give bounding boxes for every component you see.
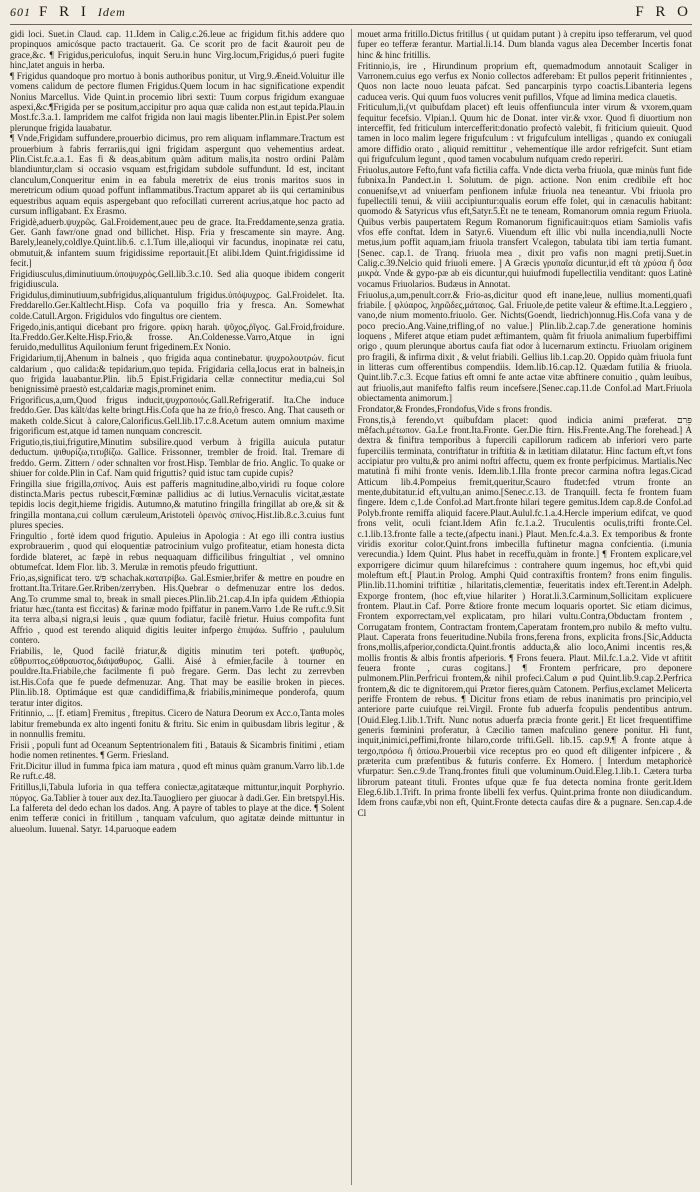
entry-paragraph: Frigedo,inis,antiqui dicebant pro frigore. φρίκη harah. ψῦχος,ῥῖγος. Gal.Froid,froidure. Ita.Freddo.Ger.Kelte.Hisp.Frio,& frosse. An.Coldenesse.Varro,Atque in igni feruido,medullitus Aquilonium ferunt frigedinem.Ex Nonio. <box>10 321 345 353</box>
right-column <box>352 29 693 1185</box>
entry-paragraph: Frit.Dicitur illud in fumma fpica iam matura , quod eft minus quàm granum.Varro lib.1.de Re ruft.c.48. <box>10 761 345 782</box>
entry-paragraph: Frisii , populi funt ad Oceanum Septentrionalem fiti , Batauis & Sicambris finitimi , etiam hodie nomen retinentes. ¶ Germ. Friesland. <box>10 739 345 761</box>
entry-paragraph: Fringultio , fortè idem quod frigutio. Apuleius in Apologia : At ego illi contra iustius exprobrauerim , quod qui eloquentiæ patrocinium vulgo profiteatur, etiam honesta dicta fordide blateret, ac fæpè in rebus nequaquam difficilibus fringultiat , vel omnino obtumefcat. Idem Flor. lib. 3. Merulæ in remotis pfeudo friguttiunt. <box>10 531 345 573</box>
entry-paragraph: Frons,tis,à ferendo,vt quibufdam placet: quod indicia animi præferat. פֵּרִם mêfach.μέτωπον. Ga.Le front.Ita.Fronte. Ger.Die ftirn. His.Frente.Ang.The forehead.] A dextra & finiftra temporibus à fupercili capillorum radicem ab inferiori vero parte fuperciliis terminata, contriftatur in triftitia & in lætitiam dilatatur. Hinc factum eft,vt fons accipiatur pro vultu,& pro animi noftri affectu, quem ex fronte perfpicimus. Martialis.Nec matutinà fi mihi fronte venis. Idem.lib.1.Illa fronte precor carmina noftra legas.Cicad Atticum lib.4.Pompeius fremit,queritur,Scauro ftudet:fed vtrum fronte an mente,dubitatur.id eft,vultu,an animo.[Senec.c.13. de Tranquill. fecta fe frontem fuam fingere. Idem c,1.de Confol.ad Mart.fronte hilari tegere gemitus.Idem cap.8.de Confol.ad Polyb.fronte remiffa aliquid facere.Plaut.Aulul.fc.1.a.4.Hercle imperium edifcat, ve quod frons velit, oculi fciant.Idem Afin fc.1.a.2. Truculentis oculis,trifti fronte.Cel. c.1.lib.13.fronte falle a tecte,(afpectu inani.) Plaut. Men.fc.4.a.3. Ex temporibus & fronte viridis exoritur color.Quint.frons imbecilla fuftinetur magna confcientia. (i.munia verecundia.) Idem Quint. Plus habet in receffu,quàm in fronte.] ¶ Frontem explicare,vel exporrigere dicimur quum hilarefcimus : contrahere quum ingemus, hoc eft,vbi quid moleftum eft.[ Plaut.in Prolog. Amphi Quid contraxiftis frontem? frons enim fingulis. Plin.lib.11.homini triftitiæ , hilaritatis,clementiæ, feueritatis index eft.Terent.in Adelph. Exporge frontem, (hoc eft,viue hilariter ) Horat.li.3.Carminum,Sollicitam explicuere frontem. Plaut.in Caf. Porre &tiore fronte mecum loquaris oportet. Sic etiam dicimus, Frontem exporrectam,vel explicatam, pro hilari vultu.Contra,Obductam frontem , Corrugatam frontem, Contractam frontem,Caperatam frontem,pro nubilo & mefto vultu. Plaut. Caperata frons feueritudine.Nubila frons,ferena frons, explicita frons.[Sic,Adducta frons,mollis,afperior,condicta.Quint.frontis adducta,& alio loco,Animi incentis res,& mollis frontis & albis frontis afperioris. ¶ Frons feuera. Plaut. Mil.fc.1.a.2. Vide vt aftitit feuera fronte , curas cogitans.] ¶ Frontem perfricare, pro deponere pulmonem.Plin.Perfricui frontem,& nihil profeci.Calum ø pud Quint.lib.9.cap.2.Perfrica frontem,& dic te dignitorem,qui Prætor fieres,quàm Catonem. Perfius,exclamet Melicerta periffe Frontem de rebus. ¶ Dicitur frons etiam de rebus inanimatis pro principio,vel anteriore parte cuiufque rei.Virgil. Fronte fub aduerfa fcopulis pendentibus antrum.[Ouid.Eleg.1.lib.1.Trift. Nunc notus aduerfa præcia fronte gerit.] Et licet frequentiffime generis fœminini proferatur, à Cæcilio tamen mafculino genere ponitur. Hi funt, inquit,inimici,peffimi,fronte hilaro,corde trifti.Gell. lib.15. cap.9.¶ A fronte atque à tergo,πρόσω ἢ ὀπίσω.Prouerbii vice receptus pro eo quod eft diligenter infpicere , & præterita cum præfentibus & futuris conferre. Ex Homero. [ Interdum metaphoricè vfurpatur: Sen.c.9.de Tranq.frontes fituli que voluminum.Ouid.Eleg.1.lib.1. Cætera turba librorum pateant tituli. Frontes ufque quæ fe fua detecta nomina fronte gerit.Idem Eleg.6.lib.1.Trift. In prima fronte libelli fex verfus. Quint.prima fronte non diiudicandum. Idem frons caufæ,vbi non eft, Quint.Fronte detecta caufas dire & a pugnare. Sen.cap.4.de Cl <box>357 414 692 818</box>
entry-paragraph: Friticulum,li,(vt quibufdam placet) eft leuis offenfiuncula inter virum & vxorem,quam fequitur fecefsio. Vlpian.l. Quum hic de Donat. inter vir.& vxor. Quod fi diuortium non interceffit, fed friticulum intercefferit:donatio profectò valebit, fi friticium quieuit. Quod tamen in loco malim legere frigufculum : vt frigufculum intelligas , quando ex coniugali amore diffidio orato , aliquid remittitur , vehementíque ille ardor refrigefcit. Sunt etiam qui frigufculum legunt , quod tamen vocabulum nufquam credo reperiri. <box>357 102 692 165</box>
entry-paragraph: Frigidè,aduerb.ψυχρῶς. Gal.Froidement,auec peu de grace. Ita.Freddamente,senza gratia. Ger. Ganh fawr/one gnad ond billichet. Hisp. Fria y frescamente sin mayre. Ang. Barely,leanely,coldlye.Quint.lib.6. c.1.Tum ille,alioqui vir facundus, inopinatæ rei catu, obmutuit,& infantem suum frigidissime reportauit.[Et alibi.Idem Quint.frigidissime id fecit.] <box>10 216 345 269</box>
entry-paragraph: Fritinnio,is, ire , Hirundinum proprium eft, quemadmodum annotauit Scaliger in Varronem.cuius ego verfus ex Nonio collectos adferebam: Et pullos peperit fritinnientes , Quos non lacte nouo leuata pafcat. Sed pancarpinis tyrpo coactis.Libanteria legens caducea veris. Qui quum fuos volucres venit pufillos, Vfque ad limina medica clauetis. <box>357 60 692 102</box>
entry-paragraph: Frigidulus,diminutiuum,subfrigidus,aliquantulum frigidus.ὑπόψυχρος. Gal.Froidelet. Ita. Freddarello.Ger.Kaltlecht.Hisp. Cofa va poquillo fria y fresca. An. Somewhat colde.Catull.Argon. Frigidulos vdo fingultus ore cientem. <box>10 290 345 321</box>
entry-paragraph: mouet arma fritillo.Dictus fritillus ( ut quidam putant ) à crepitu ipso tefferarum, vel quod fuper eo tefferæ ferantur. Martial.li.14. Dum blanda vagus alea December Incertis fonat hinc & hinc fritillis. <box>357 29 692 60</box>
running-header-left <box>10 4 126 21</box>
entry-paragraph: ¶ Vnde,Frigidam suffundere,prouerbio dicimus, pro rem aliquam inflammare.Tractum est prouerbium à fabris ferrariis,qui igni frigidam aspergunt quo vehementius ardeat. Plin.Cist.fc.a.a.1. Eas fi & deas,abitum quàm aditum malis,ita nostro ordini Palàm blandiuntur,clam si occasio vsquam est,frigidam subdole suffundunt. Id est, incitant clanculum,Conqueritur enim in ea fabula meretrix de eius tronis maritos suos in meretricum odium quoad poffunt inflammatibus.Tractum apparet ab iis qui certaminibus equestribus aquam equis aspergebant quo refocillati currerent acrius,atque hoc pacto ad cursum infligabant. Ex Erasmo. <box>10 133 345 216</box>
entry-paragraph: Frigutio,tis,tiui,frigutire,Minutim subsilire.quod verbum à frigilla auicula putatur deductum. ψιθυρίζω,τιτυβίζω. Gallice. Frissonner, trembler de froid. Ital. Tremare di freddo. Germ. Zittern / oder schnalten vor frost.Hisp. Temblar de frio. Anglic. To quake or shiuer for colde.Plin in Caf. Nam quid friguttis? quid istuc tam cupide cupis? <box>10 436 345 478</box>
entry-paragraph: Fritillus,li,Tabula luforia in qua teffera coniectæ,agitatæque mittuntur,inquit Porphyrio. πύργος. Ga.Tablier à touer aux dez.Ita.Tauogliero per giuocar à dadi.Ger. Ein bretspyl.His. La falfereta del dedo echan los dados. Ang. A payre of tables to playe at the dice. ¶ Solent enim tefferæ conici in fritillum , tanquam vafculum, quo agitatæ deinde mittuntur in alueolum. Iuuenal. Satyr. 14.paruoque eadem <box>10 782 345 834</box>
entry-paragraph: Frondator,& Frondes,Frondofus,Vide s frons frondis. <box>357 403 553 414</box>
entry-paragraph: ¶ Frigidus quandoque pro mortuo à bonis authoribus ponitur, ut Virg.9.Æneid.Voluitur ille vomens calidum de pectore flumen Frigidus.Quem locum in hac significatione expendit Nonius Marcellus. Vide Quint.in procemio libri sexti: Tuum corpus frigidum exanguae aspexi,&c.¶Frigida per se positum,accipitur pro aqua quæ calida non est,aut tepida.Plau.in Most.fc.3.a.1. Iampridem me calfot frigida non laui magis libenter.Plin.in Epist.Per solem plerunque frigida lauabatur. <box>10 70 345 133</box>
running-header <box>10 4 692 25</box>
entry-paragraph: Frigorificus,a,um,Quod frigus inducit,ψυχροποιός.Gall.Refrigeratif. Ita.Che induce freddo.Ger. Das kält/das kelte bringt.His.Cofa que ha ze frio,ò fresco. Ang. That causeth or maketh colde.Sicut à calore,Calorificus.Gell.lib.17.c.8.Acetum autem omnium maxime frigorificum est,atque id tamen nunquam concrescit. <box>10 395 345 437</box>
left-running-title: F R I <box>39 4 90 20</box>
entry-paragraph: Frigidarium,tij,Ahenum in balneis , quo frigida aqua continebatur. ψυχρολουτρών. ficut caldarium , quo calida:& tepidarium,quo tepida. Frigidaria cella,locus erat in balneis,in quo frigida lauabantur.Plin. lib.5 Epist.Frigidaria cellæ connectitur media,cui Sol benignissimè praestò est,caldariæ magis,prominet enim. <box>10 353 345 395</box>
entry-paragraph: Fringilla siue frigilla,σπίνος. Auis est pafferis magnitudine,albo,viridi ru foque colore distincta.Maris pectus rubescit,Fœminæ pallidius ac di lutius.Vernaculis vicitat,æstate tepidis locis degit,hieme frigidis. Autumno,& matutino fringilla fringillat ab ore,& sit & fringilla montana,cui collum cæruleum,Aristoteli ὀρεινὸς σπίνος.Hist.lib.8.c.3.cuius funt plures species. <box>10 478 345 531</box>
entry-paragraph: gidi loci. Suet.in Claud. cap. 11.Idem in Calig.c.26.leue ac frigidum fit.his addere quo propinquos amicósque pacto tractauerit. Ga. Ce scorit pro de facit &auroit peu de grace,&c. ¶ Frigidus,periculofus, inquit Seru.in hunc Virg.locum,Frigidus,ó pueri fugite hinc,latet anguis in herba. <box>10 29 345 71</box>
entry-paragraph: Frio,as,significat tero. פִּשׁ schachak.κατατρίβω. Gal.Esmier,brifer & mettre en poudre en frottant.Ita.Tritare.Ger.Rriben/zerryben. His.Quebrar o defmenuzar entre los dedos. Ang.To crumme smal to, break in small pieces.Plin.lib.21.cap.4.In ipfa quidem Æthiopia friatur hæc,(tanta est ficcitas) & farinæ modo fpiffatur in panem.Varro 1.de Re ruft.c.9.Sit ita terra alba,si nigra,si leuis , quæ quum fodiatur, facilè frietur. Huius compofita funt Affrio , quod est terendo aliquid digitis leuiter infpergo ἐπιψάω. Suffrio , paululum contero. <box>10 572 345 645</box>
two-column-body <box>10 29 692 1185</box>
right-running-title: F R O <box>635 4 692 20</box>
entry-paragraph: Friabilis, le, Quod facilè friatur,& digitis minutim teri poteft. ψαθυρὸς, εὔθρυπτος,εὐθραυστος,διάψαθυρος. Galli. Aisé à efmier,facile à tourner en pouldre.Ita.Friabile,che facilmente fi può fregare. Germ. Das lecht zu zerrevben ist.His.Cofa que fe puede defmenuzar. Ang. That may be easilie broken in pieces. Plin.lib.18. Optimáque est quæ candidiffima,& friabilis,minimeque ponderofa, quum teratur inter digitos. <box>10 645 345 708</box>
left-column <box>10 29 352 1185</box>
entry-paragraph: Friuolus,autore Fefto,funt vafa fictilia caffa. Vnde dicta verba friuola, quæ minùs funt fide fubnixa.In Pandect.in l. Solutum. de pign. actione. Non enim credibile eft hoc conuenifse,vt ad vniuerfam penfionem infulæ friuola nea teneantur. Vbi friuola pro fupellectili tenui, & viiiì accipiuntur:qualis eorum effe folet, qui in cænaculis habitant: quomodo & Satyricus vfus eft,Satyr.5.Et ne te teneam, Romanorum omnia regum Friuola. Quibus verbis paupertatem Regum Romanorum fignificauit:quos etiam Samiolis vafis vfos effe conftat. Idem in Satyr.6. Viuendum eft illic vbi nulla incendia,nulli Nocte metus,ium poffit aquam,iam friuola transfert Vcalegon, tabulata tibi iam tertia fumant.[Senec. cap.1. de Tranq. friuola mea , dixit pro vafis non magni pretij.Suet.in Calig.c.39.Nelcio quid friuoli emere. ] A Græcis γρυπαῖα dicuntur,id eft τὰ χρύσα ἢ ὅσα μικρὰ. Vnde & gypo-pæ ab eis dicuntur,qui huiufmodi fupellectilia venditant: quos Latinè vocamus Friuolarios. Budæus in Annotat. <box>357 164 692 289</box>
entry-paragraph: Friuolus,a,um,penult.corr.& Frio-as,dicitur quod eft inane,leue, nullius momenti,quafi friabile. [ φλύαρος, ληρῶδες,μάταιος. Gal. Friuole,de petite valeur & eftime.It.a.Leggiero , vano,de nium momento.friuolo. Ger. Nichts(Goendt, liedrich)onnug.His.Cofa vana y de poco precio.Ang.Vaine,trifling,of no value.] Plin.lib.2.cap.7.de generatione hominis loquens , Miferet atque etiam pudet æftimantem, quàm fit friuola animalium fuperbiffimi origo , quum plerunque abortus caufa fiat odor à lucernarum extinctu. Friuolam originem pro fragili, & infirma dixit , & velut friabili. Gellius lib.1.cap.20. Oppido quàm friuola funt in litteras cum offerentibus compendiis. Idem.lib.16.cap.12. Quædam futilia & friuola. Quint.lib.7.c.3. Ecque fatius eft omni fe ante actae vitæ abftinere conuitio , quàm leuibus, aut friuolis,aut manifefto falfis reum incefsere.[Senec.cap.11.de Confol.ad Mart.Friuola obiectamenta animorum.] <box>357 289 692 404</box>
entry-paragraph: Frigidiusculus,diminutiuum.ὑποψυχρός.Gell.lib.3.c.10. Sed alia quoque ibidem congerit frigidiuscula. <box>10 268 345 290</box>
page-number: 601 <box>10 5 31 19</box>
entry-paragraph: Fritinnio, ... [f. etiam] Fremitus , ftrepitus. Cicero de Natura Deorum ex Acc.o,Tanta moles labitur fremebunda ex alto ingenti fonitu & ftritu. Sic enim in quibusdam libris legitur , & in nonnullis fremitu. <box>10 708 345 740</box>
left-catchword: Idem <box>97 5 126 19</box>
